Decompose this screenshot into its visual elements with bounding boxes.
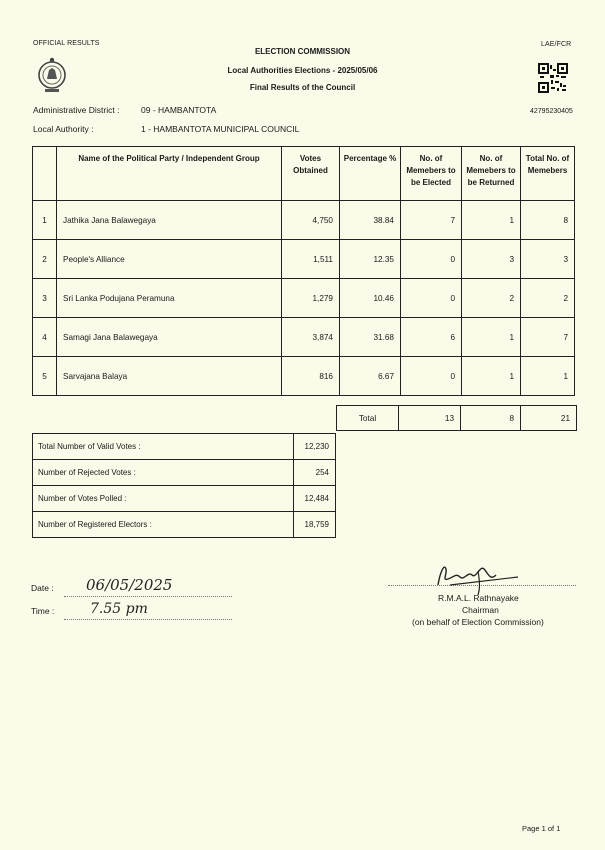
official-results-label: OFFICIAL RESULTS [33,40,100,47]
row-votes: 1,279 [282,279,340,318]
row-votes: 4,750 [282,201,340,240]
row-percentage: 12.35 [340,240,401,279]
summary-value: 18,759 [294,512,336,538]
row-party: Samagi Jana Balawegaya [57,318,282,357]
row-no: 3 [33,279,57,318]
row-party: Sri Lanka Podujana Peramuna [57,279,282,318]
summary-row [33,512,336,538]
row-elected: 0 [401,279,462,318]
table-row [33,240,575,279]
total-members: 21 [521,406,577,431]
date-line [64,596,232,597]
row-total: 2 [521,279,575,318]
signatory-name: R.M.A.L. Rathnayake [438,593,519,603]
row-party: Jathika Jana Balawegaya [57,201,282,240]
signatory-note: (on behalf of Election Commission) [412,617,544,627]
table-row [33,279,575,318]
summary-row [33,486,336,512]
header-total: Total No. of Memebers [521,147,575,201]
authority-label: Local Authority : [33,124,94,134]
results-table [32,146,575,396]
row-elected: 0 [401,357,462,396]
row-returned: 3 [462,240,521,279]
header-percentage: Percentage % [340,147,401,201]
district-label: Administrative District : [33,105,120,115]
summary-value: 12,230 [294,434,336,460]
row-returned: 1 [462,201,521,240]
time-line [64,619,232,620]
row-no: 2 [33,240,57,279]
summary-value: 254 [294,460,336,486]
total-label: Total [337,406,399,431]
document-number: 42795230405 [530,108,573,115]
table-row [33,201,575,240]
table-row [33,357,575,396]
date-label: Date : [31,583,54,593]
row-votes: 816 [282,357,340,396]
summary-label: Number of Registered Electors : [33,512,294,538]
national-emblem-icon [37,57,67,95]
signatory-title: Chairman [462,605,499,615]
vote-summary-table [32,433,336,538]
row-total: 1 [521,357,575,396]
row-votes: 3,874 [282,318,340,357]
summary-label: Number of Rejected Votes : [33,460,294,486]
header-no [33,147,57,201]
header-returned: No. of Memebers to be Returned [462,147,521,201]
row-party: Sarvajana Balaya [57,357,282,396]
results-subtitle: Final Results of the Council [249,83,356,92]
form-code: LAE/FCR [541,41,572,48]
total-elected: 13 [399,406,461,431]
row-total: 7 [521,318,575,357]
row-percentage: 38.84 [340,201,401,240]
row-party: People's Alliance [57,240,282,279]
row-returned: 2 [462,279,521,318]
header-elected: No. of Memebers to be Elected [401,147,462,201]
page-number: Page 1 of 1 [522,824,561,833]
row-returned: 1 [462,318,521,357]
header-party: Name of the Political Party / Independent Group [57,147,282,201]
row-elected: 0 [401,240,462,279]
qr-code-icon [538,63,568,93]
header-votes: Votes Obtained [282,147,340,201]
election-title: Local Authorities Elections - 2025/05/06 [227,66,378,75]
total-returned: 8 [461,406,521,431]
row-returned: 1 [462,357,521,396]
authority-value: 1 - HAMBANTOTA MUNICIPAL COUNCIL [141,124,300,134]
totals-row [337,406,577,431]
signature-mark-icon [430,555,530,595]
table-row [33,318,575,357]
row-percentage: 10.46 [340,279,401,318]
row-no: 5 [33,357,57,396]
district-value: 09 - HAMBANTOTA [141,105,217,115]
summary-label: Total Number of Valid Votes : [33,434,294,460]
row-percentage: 6.67 [340,357,401,396]
totals-table [336,405,577,431]
row-percentage: 31.68 [340,318,401,357]
summary-row [33,460,336,486]
row-elected: 7 [401,201,462,240]
row-total: 8 [521,201,575,240]
commission-title: ELECTION COMMISSION [254,47,351,56]
summary-row [33,434,336,460]
results-header-row [33,147,575,201]
row-no: 4 [33,318,57,357]
time-value: 7.55 pm [90,601,148,617]
row-no: 1 [33,201,57,240]
summary-label: Number of Votes Polled : [33,486,294,512]
row-votes: 1,511 [282,240,340,279]
row-elected: 6 [401,318,462,357]
time-label: Time : [31,606,55,616]
row-total: 3 [521,240,575,279]
summary-value: 12,484 [294,486,336,512]
date-value: 06/05/2025 [86,576,173,594]
